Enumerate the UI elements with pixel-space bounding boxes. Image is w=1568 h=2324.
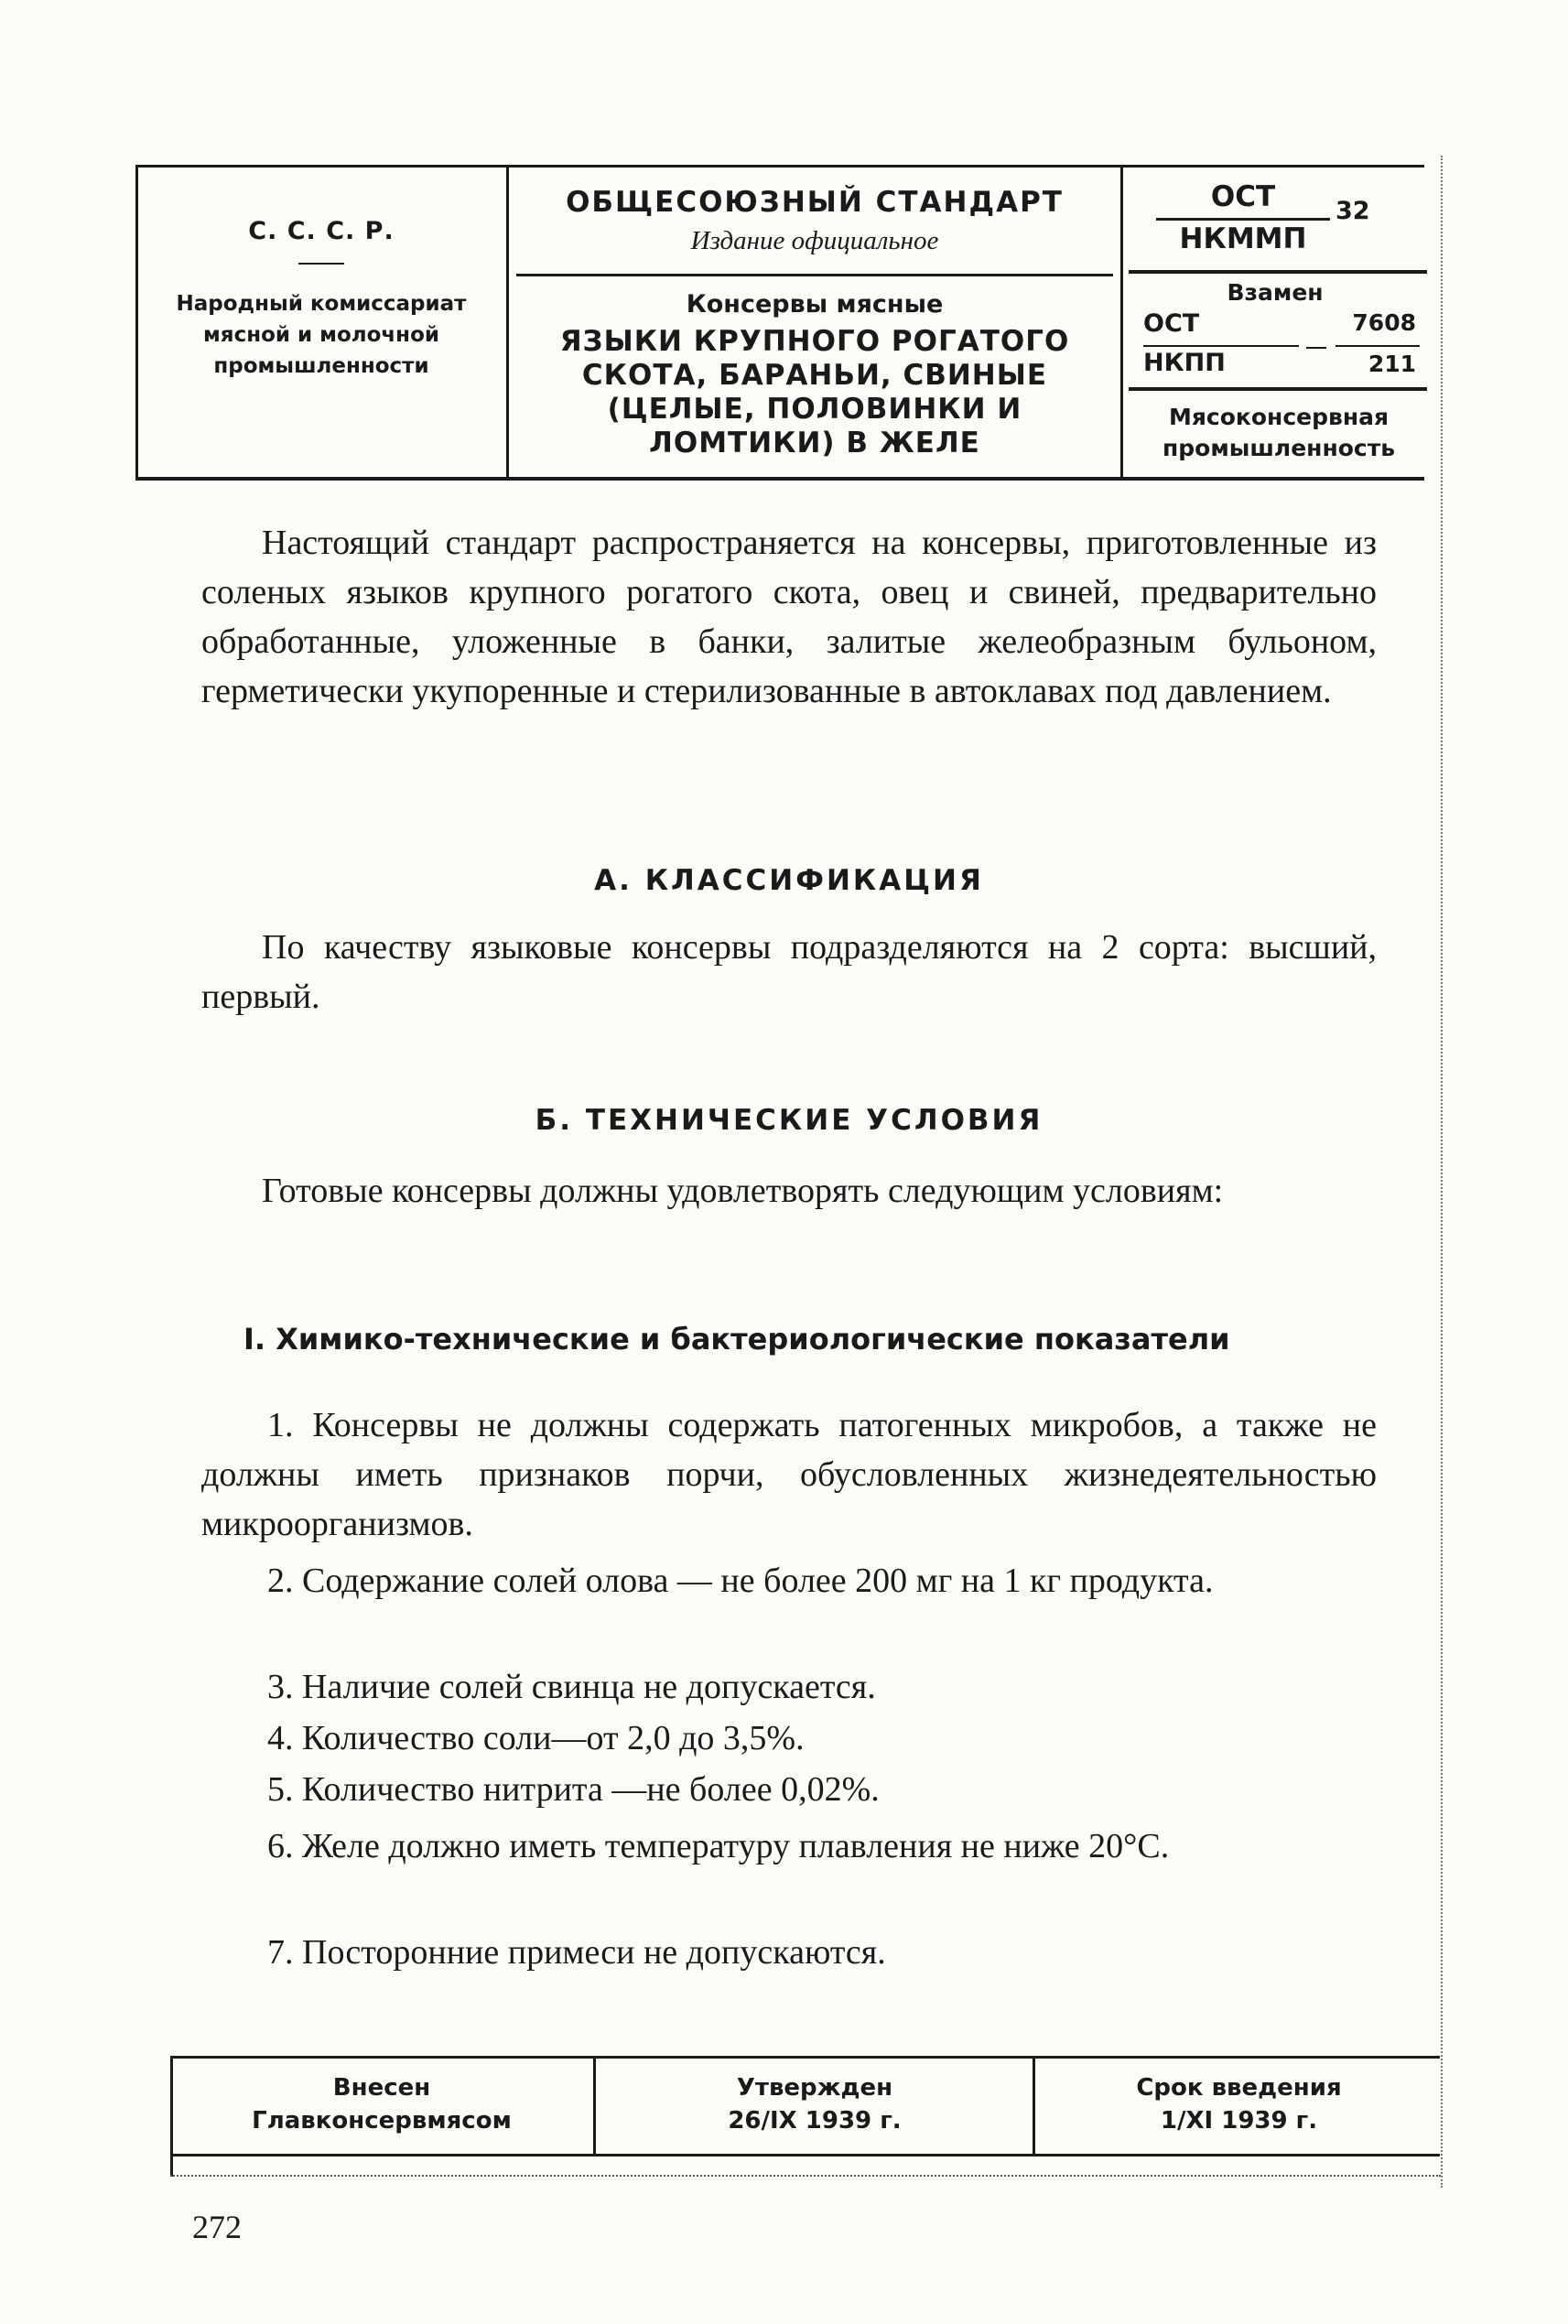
approved-cell [593,2059,1033,2154]
edition-label: Издание официальное [690,226,939,255]
old-ost-sub: 211 [1368,351,1416,377]
fraction-line [1143,345,1299,347]
divider [298,263,344,265]
page-number: 272 [192,2209,242,2245]
section-b-text: Готовые консервы должны удовлетворять следующим условиям: [262,1172,1224,1210]
effective-label: Срок введения [1136,2074,1342,2102]
submitted-cell [170,2059,593,2154]
list-item: 5. Количество нитрита —не более 0,02%. [267,1770,880,1809]
list-item: 6. Желе должно иметь температуру плавления не ниже 20°С. [267,1827,1170,1865]
submitted-by: Главконсервмясом [252,2107,512,2135]
approved-label: Утвержден [736,2074,893,2102]
approval-table [170,2056,1440,2156]
intro-paragraph: Настоящий стандарт распространяется на консервы, приготовленные из соленых языков крупного рогатого скота, овец и свиней, предварительно обработанные, уложенные в банки, залитые желеобразным бульоном, герметически укупоренные и стерилизованные в автоклавах под давлением. [201,524,1377,710]
section-a-heading: А. КЛАССИФИКАЦИЯ [594,864,984,897]
subsection-heading: I. Химико-технические и бактериологические показатели [243,1322,1230,1357]
list-item: 1. Консервы не должны содержать патогенных микробов, а также не должны иметь признаков порчи, обусловленных жизнедеятельностью микроорганизмов. [201,1406,1377,1543]
old-ost-authority: НКПП [1143,349,1226,377]
fraction-line [1156,218,1330,221]
divider [516,274,1113,276]
list-item: 4. Количество соли—от 2,0 до 3,5%. [267,1719,805,1757]
effective-date: 1/XI 1939 г. [1160,2107,1318,2135]
list-item: 7. Посторонние примеси не допускаются. [267,1933,886,1972]
replaces-label: Взамен [1227,279,1324,306]
section-b-heading: Б. ТЕХНИЧЕСКИЕ УСЛОВИЯ [535,1104,1044,1137]
divider [170,2175,1441,2177]
effective-cell [1033,2059,1443,2154]
product-name: ЯЗЫКИ КРУПНОГО РОГАТОГО СКОТА, БАРАНЬИ, СВИНЫЕ (ЦЕЛЫЕ, ПОЛОВИНКИ И ЛОМТИКИ) В ЖЕЛЕ [559,325,1070,459]
fraction-line [1336,345,1420,347]
ost-number: 32 [1336,197,1370,225]
old-ost-label: ОСТ [1143,309,1200,338]
approved-date: 26/IX 1939 г. [728,2107,902,2135]
list-item: 3. Наличие солей свинца не допускается. [267,1668,876,1706]
industry-label: Мясоконсервная промышленность [1162,404,1396,461]
ost-authority: НКММП [1179,222,1307,255]
country-label: С. С. С. Р. [248,217,395,245]
title-column [506,168,1120,477]
ost-label: ОСТ [1210,180,1276,213]
designation-column [1120,168,1427,477]
standard-title: ОБЩЕСОЮЗНЫЙ СТАНДАРТ [566,186,1064,219]
standard-header-table [135,165,1424,481]
section-a-text: По качеству языковые консервы подразделяются на 2 сорта: высший, первый. [201,928,1377,1016]
product-group: Консервы мясные [686,290,944,319]
submitted-label: Внесен [332,2074,431,2102]
old-ost-number: 7608 [1352,309,1416,336]
list-item: 2. Содержание солей олова — не более 200 мг на 1 кг продукта. [267,1562,1214,1600]
issuer-column [138,168,504,477]
divider [1129,387,1427,391]
divider [1129,270,1427,274]
dash [1306,347,1326,349]
commissariat-name: Народный комиссариат мясной и молочной промышленности [176,292,467,378]
page-edge [1441,156,1443,2188]
